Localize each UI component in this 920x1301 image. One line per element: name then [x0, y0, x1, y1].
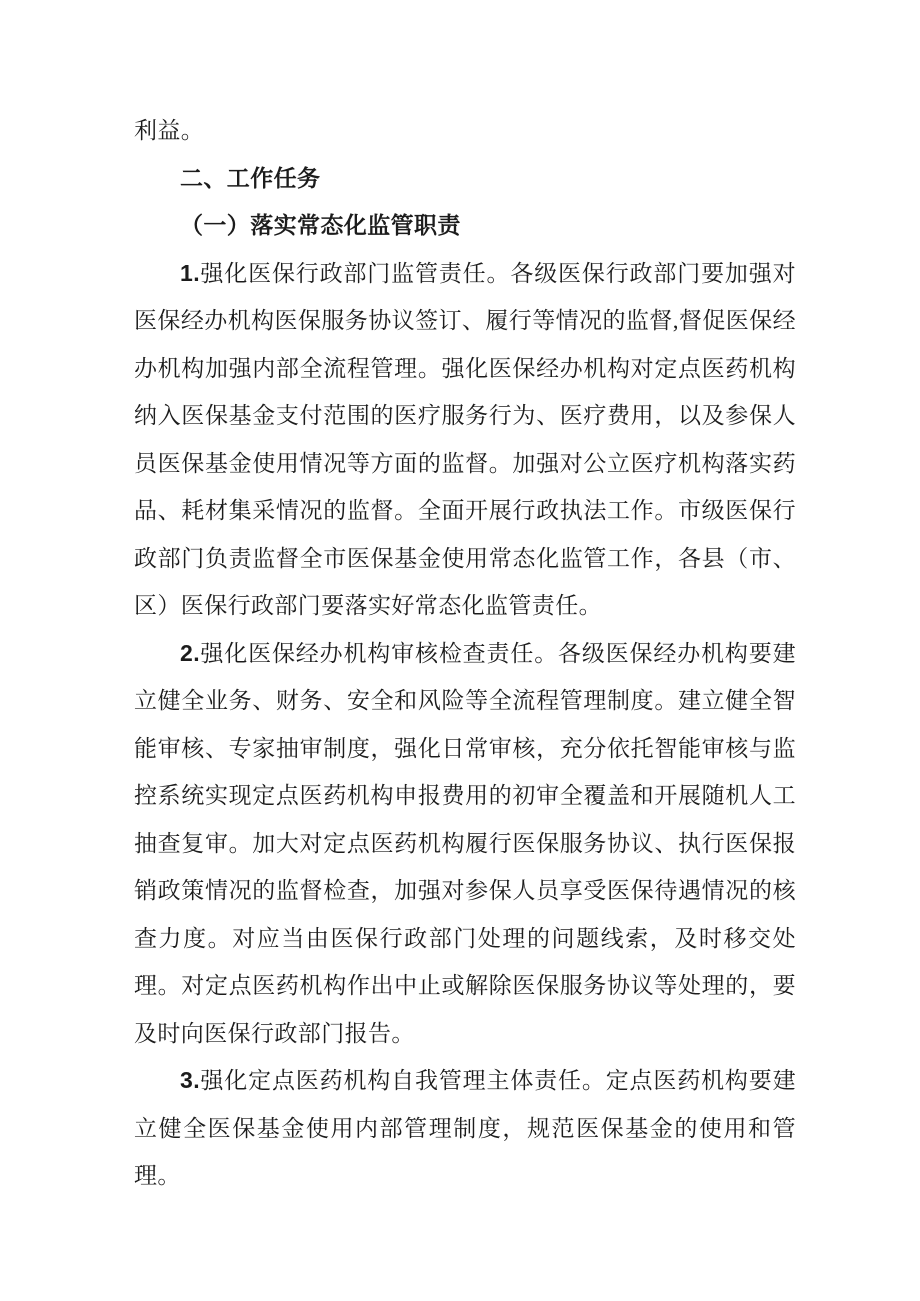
paragraph-item-1	[134, 250, 796, 630]
paragraph-item-2	[134, 630, 796, 1058]
item-2-text: 强化医保经办机构审核检查责任。各级医保经办机构要建立健全业务、财务、安全和风险等全流程管理制度。建立健全智能审核、专家抽审制度，强化日常审核，充分依托智能审核与监控系统实现定点医药机构申报费用的初审全覆盖和开展随机人工抽查复审。加大对定点医药机构履行医保服务协议、执行医保报销政策情况的监督检查，加强对参保人员享受医保待遇情况的核查力度。对应当由医保行政部门处理的问题线索，及时移交处理。对定点医药机构作出中止或解除医保服务协议等处理的，要及时向医保行政部门报告。	[134, 640, 796, 1046]
item-1-text: 强化医保行政部门监管责任。各级医保行政部门要加强对医保经办机构医保服务协议签订、履行等情况的监督,督促医保经办机构加强内部全流程管理。强化医保经办机构对定点医药机构纳入医保基金支付范围的医疗服务行为、医疗费用，以及参保人员医保基金使用情况等方面的监督。加强对公立医疗机构落实药品、耗材集采情况的监督。全面开展行政执法工作。市级医保行政部门负责监督全市医保基金使用常态化监管工作，各县（市、区）医保行政部门要落实好常态化监管责任。	[134, 260, 796, 618]
item-2-number: 2.	[180, 639, 200, 666]
item-1-number: 1.	[180, 259, 200, 286]
subheading-text: （一）落实常态化监管职责	[180, 213, 461, 238]
section-heading-work-tasks	[134, 155, 796, 203]
heading-text: 二、工作任务	[180, 165, 321, 191]
paragraph-text: 利益。	[134, 118, 205, 143]
paragraph-continuation	[134, 107, 796, 155]
item-3-number: 3.	[180, 1067, 200, 1093]
item-3-text: 强化定点医药机构自我管理主体责任。定点医药机构要建立健全医保基金使用内部管理制度，规范医保基金的使用和管理。	[134, 1068, 796, 1188]
paragraph-item-3	[134, 1057, 796, 1200]
subsection-heading-normalized-supervision	[134, 202, 796, 250]
